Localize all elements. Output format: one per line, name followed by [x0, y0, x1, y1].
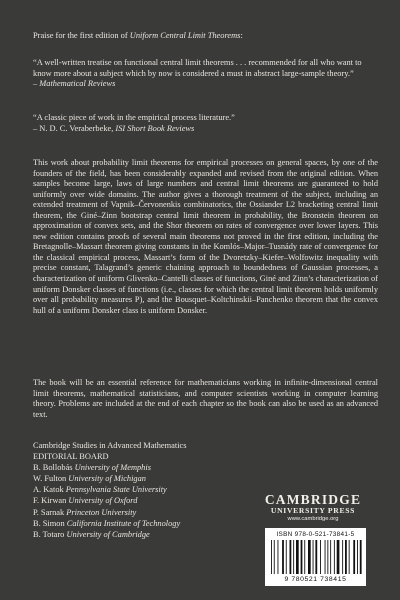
barcode-bar: [325, 540, 326, 574]
review-source-journal: Mathematical Reviews: [39, 79, 116, 89]
member-affiliation: Princeton University: [66, 507, 137, 517]
member-affiliation: University of Memphis: [74, 463, 151, 473]
isbn-label: ISBN 978-0-521-73841-5: [276, 531, 355, 538]
barcode-bar: [342, 540, 343, 574]
review-source-dash: –: [33, 79, 40, 89]
member-affiliation: California Institute of Technology: [66, 518, 181, 528]
barcode-bar: [345, 540, 347, 574]
review-quote-1: [33, 58, 378, 90]
member-name: B. Bollobás: [33, 463, 75, 473]
member-name: F. Kirwan: [33, 496, 69, 506]
member-name: P. Sarnak: [33, 507, 67, 517]
publisher-logo: [258, 493, 368, 523]
barcode-bar: [293, 540, 294, 574]
member-name: B. Simon: [33, 518, 67, 528]
review-quote-source: [33, 124, 378, 135]
editorial-board-member: [33, 518, 253, 529]
barcode-bar: [274, 540, 275, 574]
editorial-board-member: [33, 484, 253, 495]
barcode-bar: [313, 540, 314, 574]
member-affiliation: University of Oxford: [68, 496, 138, 506]
barcode-bar: [278, 540, 279, 574]
praise-heading-suffix: :: [240, 31, 243, 40]
barcode-bar: [353, 540, 355, 574]
barcode-bar: [290, 540, 292, 574]
review-quote-text: “A classic piece of work in the empirical process literature.”: [33, 113, 235, 122]
editorial-board-member: [33, 473, 253, 484]
barcode-bar: [315, 540, 317, 574]
barcode-digits: 9 780521 738415: [284, 576, 347, 583]
barcode-bar: [304, 540, 305, 574]
series-editorial-board: [33, 440, 253, 540]
barcode-bar: [320, 540, 321, 574]
praise-heading: [33, 30, 378, 41]
publisher-subtitle: UNIVERSITY PRESS: [270, 506, 356, 515]
barcode-bar: [308, 540, 311, 574]
member-name: B. Totaro: [33, 529, 67, 539]
book-description: This work about probability limit theorems for empirical processes on general spaces, by one of the founders of the field, has been considerably expanded and revised from the original edition. When samples become large, laws of large numbers and central limit theorems are guaranteed to hold uniformly over wide domains. The author gives a thorough treatment of the subject, including an extended treatment of Vapnik–Červonenkis combinatorics, the Ossiander L2 bracketing central limit theorem, the Giné–Zinn bootstrap central limit theorem in probability, the Bronstein theorem on approximation of convex sets, and the Shor theorem on rates of convergence over lower layers. This new edition contains proofs of several main theorems not proved in the first edition, including the Bretagnolle–Massart theorem giving constants in the Komlós–Major–Tusnády rate of convergence for the classical empirical process, Massart’s form of the Dvoretzky–Kiefer–Wolfowitz inequality with precise constant, Talagrand’s generic chaining approach to boundedness of Gaussian processes, a characterization of uniform Glivenko–Cantelli classes of functions, Giné and Zinn’s characterization of uniform Donsker classes of functions (i.e., classes for which the central limit theorem holds uniformly over all probability measures P), and the Bousquet–Koltchinskii–Panchenko theorem that the convex hull of a uniform Donsker class is uniform Donsker.: [33, 158, 378, 315]
member-name: W. Fulton: [33, 474, 69, 484]
review-source-journal: ISI Short Book Reviews: [115, 123, 195, 133]
editorial-board-member: [33, 529, 253, 540]
series-name: Cambridge Studies in Advanced Mathematics: [33, 441, 187, 450]
barcode-bar: [349, 540, 350, 574]
review-quote-source: [33, 79, 378, 90]
barcode-bar: [360, 540, 362, 574]
barcode-bar: [330, 540, 331, 574]
barcode-bar: [286, 540, 287, 574]
barcode-bar: [334, 540, 335, 574]
editorial-board-members: [33, 462, 253, 540]
isbn-barcode: [265, 528, 366, 586]
barcode-bar: [296, 540, 299, 574]
review-quote-text: “A well-written treatise on functional central limit theorems . . . recommended for all who want to know more about a subject which by now is considered a must in abstract large-sample theory.”: [33, 58, 362, 78]
publisher-name: CAMBRIDGE: [264, 492, 362, 507]
review-quote-2: [33, 113, 378, 134]
member-affiliation: University of Cambridge: [66, 529, 150, 539]
member-affiliation: University of Michigan: [68, 474, 146, 484]
barcode-bar: [301, 540, 303, 574]
barcode-bar: [282, 540, 284, 574]
editorial-board-label: EDITORIAL BOARD: [33, 452, 109, 462]
editorial-board-member: [33, 495, 253, 506]
praise-heading-book-title: Uniform Central Limit Theorems: [129, 31, 241, 40]
editorial-board-member: [33, 462, 253, 473]
book-audience-paragraph: The book will be an essential reference for mathematicians working in infinite-dimensional central limit theorems, mathematical statisticians, and computer scientists working in computer learning theory. Problems are included at the end of each chapter so the book can also be used as an advanced text.: [33, 378, 378, 419]
review-source-author: – N. D. C. Veraberbeke,: [33, 123, 116, 133]
member-affiliation: Pennsylvania State University: [65, 485, 167, 495]
editorial-board-member: [33, 507, 253, 518]
barcode-bars: [269, 540, 362, 576]
barcode-bar: [357, 540, 358, 574]
barcode-bar: [327, 540, 328, 574]
praise-heading-prefix: Praise for the first edition of: [33, 31, 130, 40]
publisher-website: www.cambridge.org: [287, 516, 339, 522]
barcode-bar: [271, 540, 272, 574]
barcode-bar: [337, 540, 340, 574]
member-name: A. Katok: [33, 485, 66, 495]
